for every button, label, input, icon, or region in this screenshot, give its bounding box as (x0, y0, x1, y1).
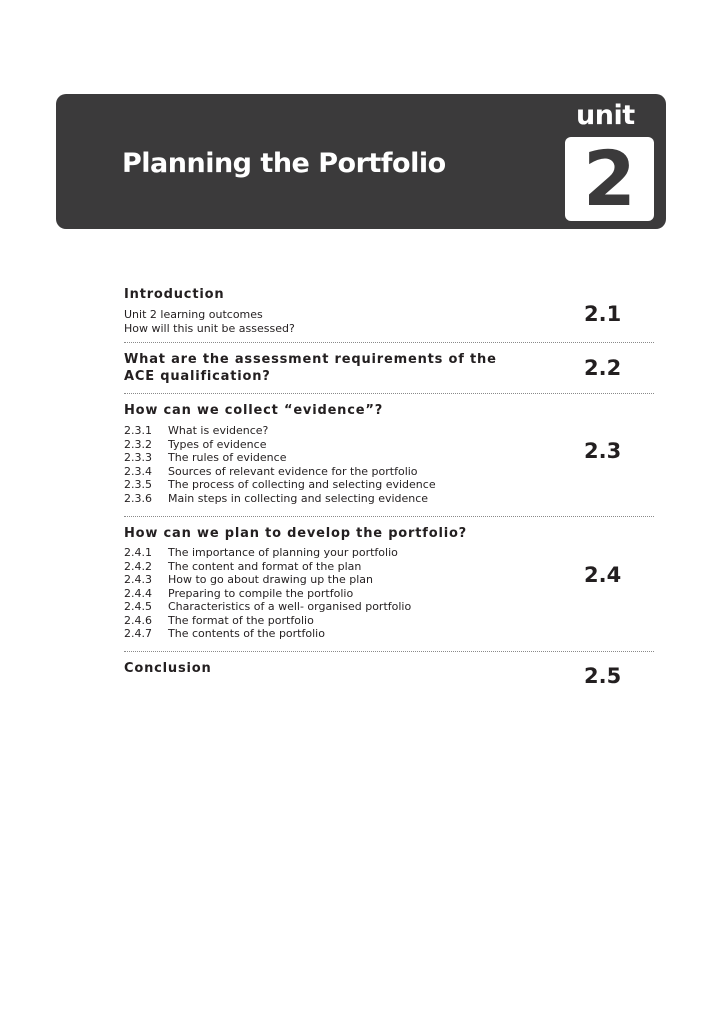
toc-subitem (124, 627, 654, 641)
subitem-text: The contents of the portfolio (168, 627, 325, 640)
toc-subitems (124, 546, 654, 641)
subitem-number: 2.3.4 (124, 464, 152, 478)
subitem-number: 2.4.4 (124, 586, 152, 600)
toc-line: How will this unit be assessed? (124, 321, 295, 335)
subitem-number: 2.4.6 (124, 613, 152, 627)
toc-subitem (124, 424, 654, 438)
toc-subitem (124, 492, 654, 506)
toc-subitem (124, 573, 654, 587)
subitem-text: What is evidence? (168, 424, 269, 437)
unit-title: Planning the Portfolio (122, 148, 446, 179)
toc-heading: Introduction (124, 287, 225, 302)
toc-subitem (124, 478, 654, 492)
subitem-text: How to go about drawing up the plan (168, 573, 373, 586)
section-number: 2.2 (584, 356, 622, 380)
subitem-text: The content and format of the plan (168, 559, 362, 573)
subitem-text: Characteristics of a well- organised portfolio (168, 600, 412, 613)
table-of-contents (124, 286, 654, 700)
section-number: 2.4 (584, 563, 622, 587)
toc-heading: How can we plan to develop the portfolio? (124, 526, 468, 541)
toc-heading: What are the assessment requirements of the ACE qualification? (124, 352, 497, 384)
subitem-number: 2.3.3 (124, 451, 152, 464)
toc-subitems (124, 424, 654, 505)
toc-section-conclusion (124, 652, 654, 700)
subitem-number: 2.3.6 (124, 491, 152, 505)
toc-heading: How can we collect “evidence”? (124, 403, 384, 418)
toc-heading: Conclusion (124, 661, 212, 676)
unit-label: unit (576, 100, 635, 131)
unit-number: 2 (583, 134, 636, 223)
subitem-number: 2.4.3 (124, 573, 152, 586)
subitem-number: 2.4.2 (124, 559, 152, 573)
subitem-text: The process of collecting and selecting evidence (168, 478, 436, 491)
subitem-number: 2.3.2 (124, 437, 152, 451)
toc-subitem (124, 614, 654, 628)
subitem-text: Preparing to compile the portfolio (168, 586, 354, 600)
toc-subitem (124, 438, 654, 452)
subitem-number: 2.3.1 (124, 424, 152, 437)
subitem-text: The rules of evidence (168, 451, 287, 464)
subitem-number: 2.4.5 (124, 600, 152, 613)
unit-banner (56, 94, 666, 229)
section-number: 2.1 (584, 302, 622, 326)
toc-subitem (124, 465, 654, 479)
subitem-text: The format of the portfolio (168, 613, 314, 627)
toc-subitem (124, 600, 654, 614)
toc-subitem (124, 546, 654, 560)
subitem-number: 2.4.7 (124, 627, 152, 640)
toc-line: Unit 2 learning outcomes (124, 308, 263, 321)
toc-subitem (124, 451, 654, 465)
subitem-text: The importance of planning your portfolio (168, 546, 398, 559)
subitem-text: Types of evidence (168, 437, 267, 451)
toc-section-assessment-requirements (124, 343, 654, 393)
toc-subitem (124, 560, 654, 574)
unit-number-box (565, 134, 654, 223)
section-number: 2.3 (584, 439, 622, 463)
subitem-number: 2.4.1 (124, 546, 152, 559)
subitem-number: 2.3.5 (124, 478, 152, 491)
section-number: 2.5 (584, 664, 622, 688)
subitem-text: Sources of relevant evidence for the portfolio (168, 464, 418, 478)
toc-subitem (124, 587, 654, 601)
toc-section-plan-portfolio (124, 517, 654, 651)
toc-section-collect-evidence (124, 394, 654, 516)
subitem-text: Main steps in collecting and selecting evidence (168, 491, 429, 505)
toc-section-introduction (124, 286, 654, 342)
